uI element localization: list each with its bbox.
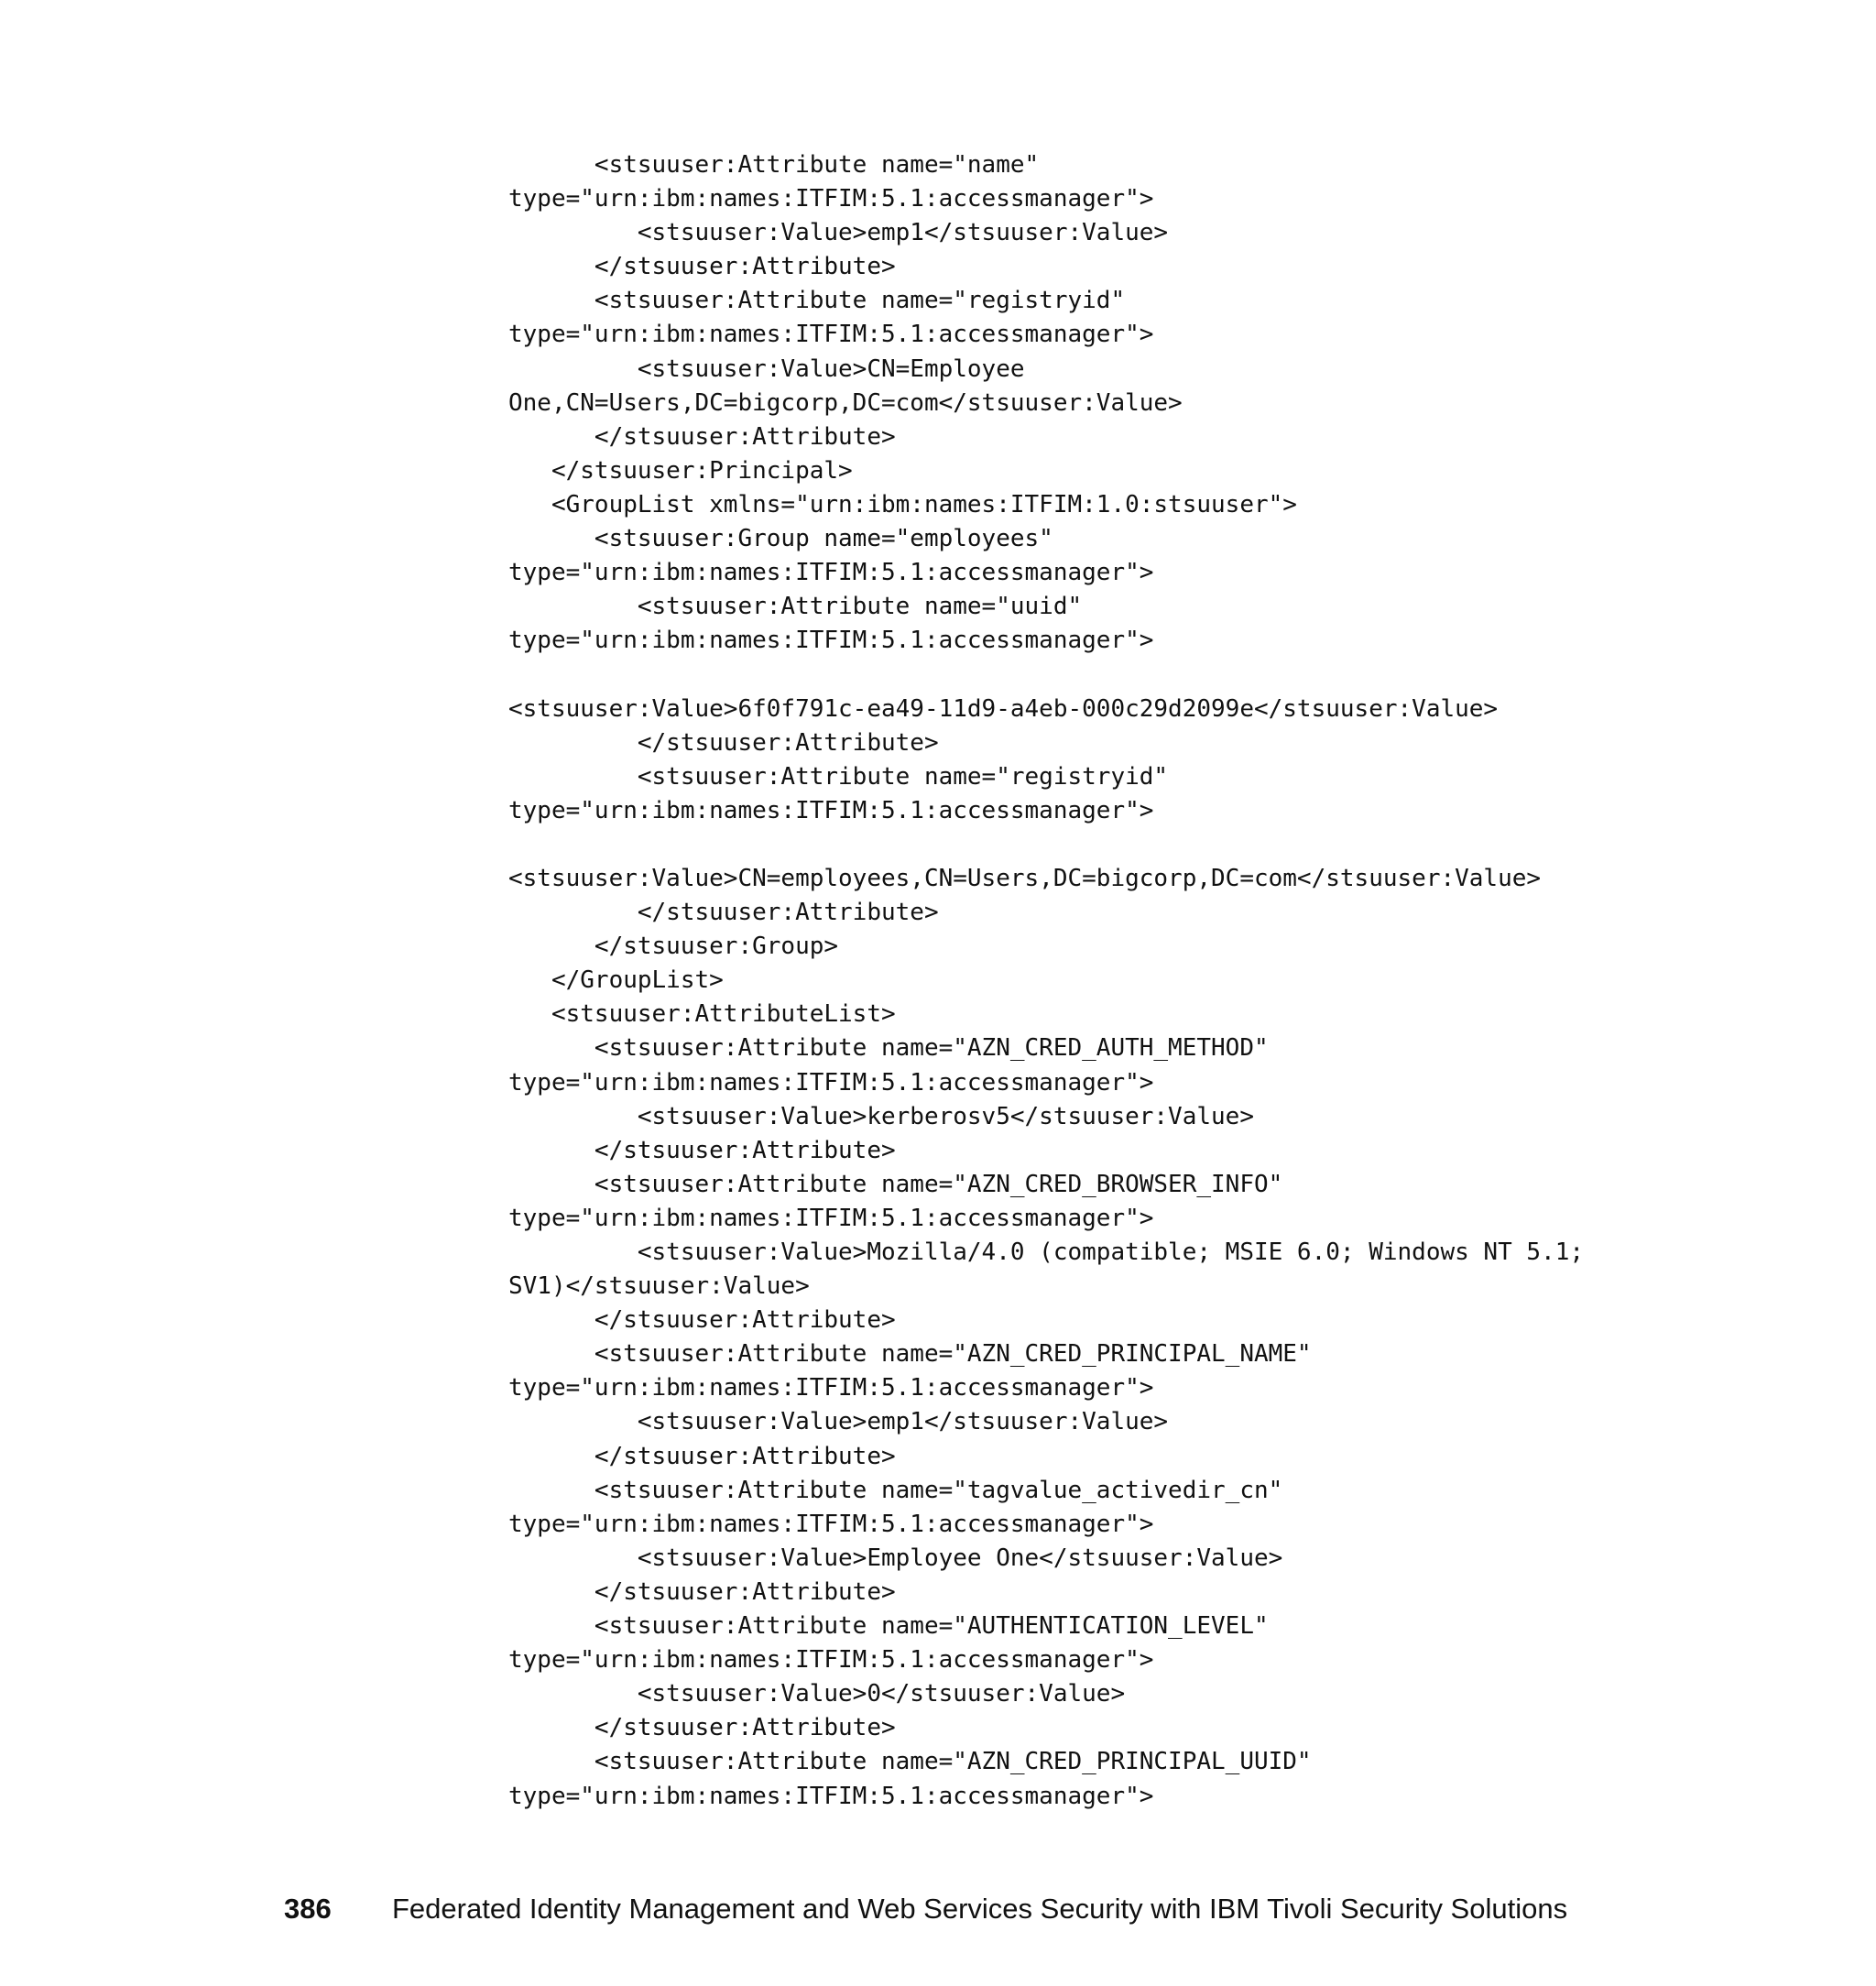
code-line: <GroupList xmlns="urn:ibm:names:ITFIM:1.0:stsuuser"> <box>508 490 1297 518</box>
book-title: Federated Identity Management and Web Services Security with IBM Tivoli Security Solutions <box>392 1893 1568 1925</box>
code-line: </stsuuser:Attribute> <box>508 728 939 757</box>
code-line: <stsuuser:Attribute name="registryid" <box>508 287 1126 315</box>
page-footer <box>284 1893 1567 1926</box>
code-line: <stsuuser:AttributeList> <box>508 1000 896 1029</box>
code-line: <stsuuser:Value>CN=employees,CN=Users,DC=bigcorp,DC=com</stsuuser:Value> <box>508 864 1542 892</box>
code-line: <stsuuser:Attribute name="AUTHENTICATION_LEVEL" <box>508 1612 1269 1641</box>
code-line: <stsuuser:Value>emp1</stsuuser:Value> <box>508 219 1169 247</box>
code-line: SV1)</stsuuser:Value> <box>508 1272 810 1301</box>
code-line: </stsuuser:Attribute> <box>508 899 939 927</box>
code-line <box>508 828 1699 862</box>
code-line: <stsuuser:Attribute name="registryid" <box>508 762 1169 791</box>
code-line: <stsuuser:Value>Mozilla/4.0 (compatible; MSIE 6.0; Windows NT 5.1; <box>508 1239 1584 1266</box>
code-line: type="urn:ibm:names:ITFIM:5.1:accessmanager"> <box>508 1646 1154 1675</box>
code-line: </stsuuser:Group> <box>508 933 839 961</box>
code-line: </stsuuser:Attribute> <box>508 1577 896 1606</box>
code-line: </stsuuser:Attribute> <box>508 1136 896 1164</box>
code-line: <stsuuser:Attribute name="AZN_CRED_PRINCIPAL_UUID" <box>508 1748 1312 1776</box>
code-line: <stsuuser:Group name="employees" <box>508 525 1053 553</box>
code-line: <stsuuser:Value>kerberosv5</stsuuser:Value> <box>508 1102 1254 1130</box>
code-line: <stsuuser:Value>Employee One</stsuuser:Value> <box>508 1544 1283 1572</box>
code-line: <stsuuser:Attribute name="AZN_CRED_BROWSER_INFO" <box>508 1170 1283 1198</box>
code-line: </stsuuser:Attribute> <box>508 1306 896 1335</box>
code-line: type="urn:ibm:names:ITFIM:5.1:accessmanager"> <box>508 1782 1154 1810</box>
code-line: </stsuuser:Attribute> <box>508 1714 896 1742</box>
code-line: <stsuuser:Value>6f0f791c-ea49-11d9-a4eb-000c29d2099e</stsuuser:Value> <box>508 694 1499 723</box>
code-line: </stsuuser:Principal> <box>508 456 853 485</box>
code-line: <stsuuser:Attribute name="uuid" <box>508 593 1083 621</box>
code-line: <stsuuser:Value>emp1</stsuuser:Value> <box>508 1408 1169 1436</box>
code-line <box>508 658 1699 692</box>
code-line: type="urn:ibm:names:ITFIM:5.1:accessmanager"> <box>508 559 1154 587</box>
code-line: <stsuuser:Attribute name="name" <box>508 151 1040 179</box>
code-line: type="urn:ibm:names:ITFIM:5.1:accessmanager"> <box>508 1510 1154 1538</box>
code-line: <stsuuser:Attribute name="AZN_CRED_AUTH_METHOD" <box>508 1034 1269 1063</box>
code-listing <box>508 148 1699 1814</box>
code-line: type="urn:ibm:names:ITFIM:5.1:accessmanager"> <box>508 1068 1154 1097</box>
code-line: <stsuuser:Value>0</stsuuser:Value> <box>508 1680 1126 1708</box>
code-line: </stsuuser:Attribute> <box>508 422 896 451</box>
code-line: type="urn:ibm:names:ITFIM:5.1:accessmanager"> <box>508 796 1154 824</box>
code-line: type="urn:ibm:names:ITFIM:5.1:accessmanager"> <box>508 1204 1154 1232</box>
code-line: type="urn:ibm:names:ITFIM:5.1:accessmanager"> <box>508 1374 1154 1402</box>
code-line: One,CN=Users,DC=bigcorp,DC=com</stsuuser:Value> <box>508 388 1183 417</box>
code-line: <stsuuser:Attribute name="AZN_CRED_PRINCIPAL_NAME" <box>508 1340 1312 1369</box>
code-line: </stsuuser:Attribute> <box>508 253 896 281</box>
page-number: 386 <box>284 1893 332 1925</box>
code-line: type="urn:ibm:names:ITFIM:5.1:accessmanager"> <box>508 185 1154 213</box>
code-line: type="urn:ibm:names:ITFIM:5.1:accessmanager"> <box>508 321 1154 349</box>
code-line: </stsuuser:Attribute> <box>508 1442 896 1470</box>
code-line: type="urn:ibm:names:ITFIM:5.1:accessmanager"> <box>508 627 1154 655</box>
code-line: <stsuuser:Attribute name="tagvalue_activedir_cn" <box>508 1476 1283 1504</box>
code-line: </GroupList> <box>508 966 724 995</box>
code-line: <stsuuser:Value>CN=Employee <box>508 355 1025 383</box>
